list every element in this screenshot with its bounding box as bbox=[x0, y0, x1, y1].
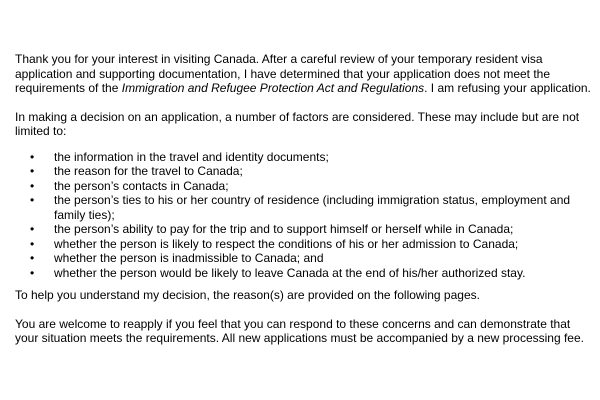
bullet-icon: • bbox=[30, 222, 35, 236]
factor-item bbox=[15, 222, 592, 237]
intro-paragraph bbox=[15, 52, 592, 96]
bullet-icon: • bbox=[30, 164, 35, 178]
bullet-icon: • bbox=[30, 178, 35, 193]
factor-text: the information in the travel and identity documents; bbox=[54, 149, 329, 164]
factor-item bbox=[15, 150, 592, 165]
factor-text: whether the person is inadmissible to Canada; and bbox=[54, 251, 324, 265]
bullet-icon: • bbox=[30, 193, 35, 207]
reasons-paragraph: To help you understand my decision, the reason(s) are provided on the following pages. bbox=[15, 288, 480, 302]
factor-text: the person’s ties to his or her country of residence (including immigration status, employment and family ties); bbox=[54, 193, 571, 222]
bullet-icon: • bbox=[30, 149, 35, 164]
factor-item bbox=[15, 266, 592, 281]
factor-item bbox=[15, 251, 592, 266]
factor-item bbox=[15, 237, 592, 252]
reapply-paragraph: You are welcome to reapply if you feel that you can respond to these concerns and can demonstrate that your situation meets the requirements. All new applications must be accompanied by a new processing fee. bbox=[15, 316, 584, 345]
factor-text: whether the person would be likely to leave Canada at the end of his/her authorized stay. bbox=[54, 265, 526, 280]
factor-item bbox=[15, 193, 592, 222]
act-title: Immigration and Refugee Protection Act and Regulations bbox=[121, 81, 425, 95]
factors-intro-paragraph: In making a decision on an application, a number of factors are considered. These may include but are not limited to: bbox=[15, 109, 580, 138]
factor-text: the person’s contacts in Canada; bbox=[54, 178, 229, 193]
factor-item bbox=[15, 164, 592, 179]
factors-list bbox=[15, 150, 592, 281]
bullet-icon: • bbox=[30, 265, 35, 280]
factor-text: the reason for the travel to Canada; bbox=[54, 164, 243, 178]
factor-text: the person’s ability to pay for the trip and to support himself or herself while in Canada; bbox=[54, 222, 514, 236]
factor-text: whether the person is likely to respect the conditions of his or her admission to Canada; bbox=[54, 236, 519, 251]
intro-text-end: . I am refusing your application. bbox=[424, 81, 591, 95]
intro-text-start: Thank you for your interest in visiting Canada. After a careful review of your temporary resident visa application and supporting documentation, I have determined that your application does not meet the requirements of the bbox=[15, 52, 551, 95]
bullet-icon: • bbox=[30, 251, 35, 265]
bullet-icon: • bbox=[30, 236, 35, 251]
factor-item bbox=[15, 179, 592, 194]
